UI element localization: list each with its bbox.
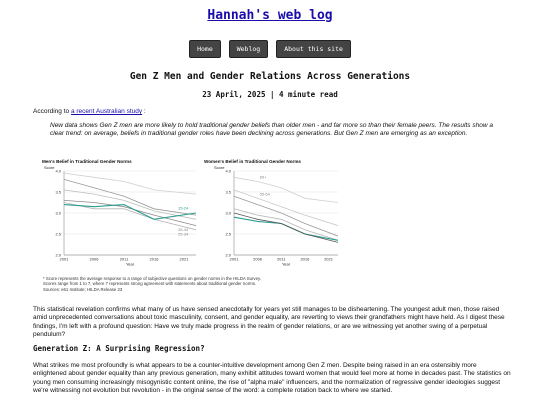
y-tick-label: 3.5 [55, 189, 61, 195]
series-line [234, 196, 338, 236]
series-label: 55-64 [259, 191, 270, 197]
study-link[interactable]: a recent Australian study [70, 108, 143, 115]
y-tick-label: 4.0 [225, 168, 231, 174]
intro-prefix: According to [33, 108, 71, 115]
chart-title: Men's Belief in Traditional Gender Norms [42, 159, 132, 164]
article-title: Gen Z Men and Gender Relations Across Generations [129, 71, 411, 82]
x-tick-label: 2016 [300, 256, 310, 262]
y-tick-label: 3.0 [225, 210, 231, 216]
x-tick-label: 2011 [276, 256, 286, 262]
intro-paragraph [33, 108, 513, 116]
series-line [64, 190, 196, 219]
x-tick-label: 2016 [149, 256, 159, 262]
y-tick-label: 3.0 [55, 210, 61, 216]
intro-suffix: : [142, 108, 146, 115]
series-label: 15-24 [178, 205, 189, 211]
body-paragraph-1: This statistical revelation confirms what many of us have sensed anecdotally for years yet still manages to be disheartening. The youngest adult men, those raised amid unprecedented conversations about toxic masculinity, consent, and gender equality, are reverting to views their grandfathers might have held. As I digest these findings, I'm left with a profound question: Have we truly made progress in the realm of gender relations, or are we witnessing yet another swing of a perpetual pendulum? [33, 306, 505, 339]
chart-2 [204, 159, 338, 267]
chart-note-2: Scores range from 1 to 7, where 7 represents strong agreement with statements about traditional gender norms. [43, 281, 257, 287]
series-line [64, 179, 196, 215]
section-heading: Generation Z: A Surprising Regression? [33, 344, 205, 353]
site-title[interactable]: Hannah's web log [207, 8, 333, 23]
chart-title: Women's Belief in Traditional Gender Norms [204, 159, 301, 164]
main-nav [0, 40, 540, 58]
y-tick-label: 4.0 [55, 168, 61, 174]
y-tick-label: 3.5 [225, 189, 231, 195]
chart-note-3: Sources: e61 Institute; HILDA Release 23 [43, 286, 123, 292]
y-tick-label: 2.5 [55, 231, 61, 237]
y-axis-label: Score [214, 165, 225, 170]
y-tick-label: 2.5 [225, 231, 231, 237]
body-paragraph-2: What strikes me most profoundly is what appears to be a counter-intuitive development among Gen Z men. Despite being raised in an era ostensibly more enlightened about gender equality than any previous generation, many exhibit attitudes toward women that would feel more at home in decades past. The statistics on young men consuming increasingly misogynistic content online, the rise of "alpha male" influencers, and the normalization of regressive gender ideologies suggest we're witnessing not evolution but revolution - in the original sense of the word: a complete rotation back to where we started. [33, 362, 511, 395]
series-line [234, 213, 338, 242]
article-meta: 23 April, 2025 | 4 minute read [202, 90, 338, 99]
y-tick-label: 2.0 [225, 252, 231, 258]
series-label: 25-34 [178, 231, 189, 237]
series-line [234, 174, 338, 202]
y-tick-label: 2.0 [55, 252, 61, 258]
y-axis-label: Score [44, 165, 55, 170]
x-tick-label: 2006 [89, 256, 99, 262]
x-axis-label: Year [125, 261, 135, 267]
x-tick-label: 2001 [59, 256, 69, 262]
series-line [234, 209, 338, 241]
x-tick-label: 2001 [229, 256, 239, 262]
x-tick-label: 2011 [119, 256, 129, 262]
x-tick-label: 2006 [253, 256, 263, 262]
chart-1 [42, 159, 196, 267]
chart-notes [43, 276, 343, 292]
x-axis-label: Year [281, 261, 291, 267]
block-quote: New data shows Gen Z men are more likely to hold traditional gender beliefs than older men - and far more so than their female peers. The results show a clear trend: on average, beliefs in traditional gender roles have been declining across generations. But Gen Z men are emerging as an exception. [50, 122, 493, 138]
series-label: 35-44 [178, 227, 189, 233]
nav-weblog-button[interactable]: Weblog [229, 40, 268, 58]
nav-home-button[interactable]: Home [189, 40, 221, 58]
series-label: 65+ [259, 174, 267, 180]
x-tick-label: 2021 [324, 256, 333, 262]
x-tick-label: 2021 [179, 256, 189, 262]
chart-note-1: * Score represents the average response to a range of subjective questions on gender norms in the HILDA Survey. [43, 276, 261, 281]
series-line [64, 173, 196, 194]
nav-about-button[interactable]: About this site [276, 40, 351, 58]
